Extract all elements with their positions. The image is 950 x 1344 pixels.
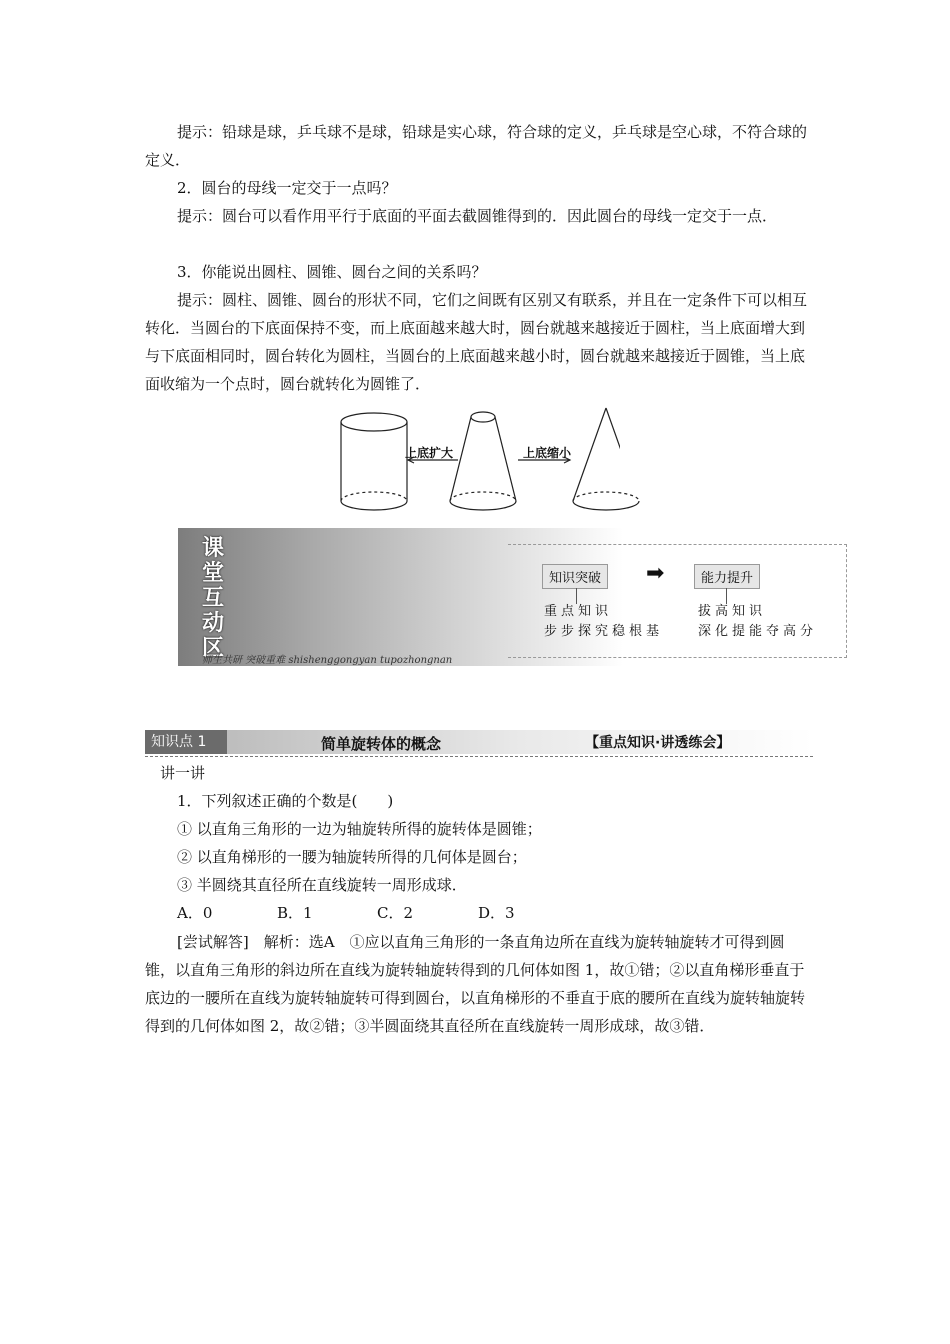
label-shrink: 上底缩小 xyxy=(523,446,572,460)
option-d: D．3 xyxy=(478,904,515,922)
hint-3: 提示：圆柱、圆锥、圆台的形状不同，它们之间既有区别又有联系，并且在一定条件下可以相互转化．当圆台的下底面保持不变，而上底面越来越大时，圆台就越来越接近于圆柱，当上底面增大到与下底面相同时，圆台转化为圆柱，当圆台的上底面越来越小时，圆台就越来越接近于圆锥，当上底面收缩为一个点时，圆台就转化为圆锥了． xyxy=(145,291,808,393)
cone-base xyxy=(570,490,650,514)
question-3: 3．你能说出圆柱、圆锥、圆台之间的关系吗？ xyxy=(177,263,487,281)
section-subtitle: 【重点知识·讲透练会】 xyxy=(585,735,731,751)
option-b: B．1 xyxy=(277,904,313,922)
banner-caption: 师生共研 突破重难 shishenggongyan tupozhongnan xyxy=(202,655,453,666)
label-expand: 上底扩大 xyxy=(405,446,454,460)
right-line-1: 拔高知识 xyxy=(698,604,767,619)
cylinder-shape xyxy=(341,413,407,510)
classroom-banner xyxy=(178,528,846,666)
statement-3: ③ 半圆绕其直径所在直线旋转一周形成球． xyxy=(177,876,467,894)
frustum-shape xyxy=(450,412,516,510)
cone-shape xyxy=(573,408,620,501)
tag-ability: 能力提升 xyxy=(694,564,760,589)
section-header xyxy=(145,728,813,756)
hint-2: 提示：圆台可以看作用平行于底面的平面去截圆锥得到的．因此圆台的母线一定交于一点． xyxy=(177,207,778,225)
hint-1: 提示：铅球是球，乒乓球不是球，铅球是实心球，符合球的定义，乒乓球是空心球，不符合球的定义． xyxy=(145,123,808,169)
option-a: A．0 xyxy=(177,904,213,922)
problem-stem: 1．下列叙述正确的个数是( ) xyxy=(177,792,394,810)
banner-title: 课堂互动区 xyxy=(202,536,225,661)
section-divider xyxy=(145,756,813,757)
statement-2: ② 以直角梯形的一腰为轴旋转所得的几何体是圆台； xyxy=(177,848,527,866)
question-2: 2．圆台的母线一定交于一点吗？ xyxy=(177,179,397,197)
tag-knowledge: 知识突破 xyxy=(542,564,608,589)
right-line-2: 深化提能夺高分 xyxy=(698,624,818,639)
option-c: C．2 xyxy=(377,904,414,922)
left-line-1: 重点知识 xyxy=(544,604,613,619)
jiang-label: 讲一讲 xyxy=(160,764,206,782)
right-arrow-icon: ➡ xyxy=(646,561,665,586)
section-title: 简单旋转体的概念 xyxy=(321,735,442,753)
statement-1: ① 以直角三角形的一边为轴旋转所得的旋转体是圆锥； xyxy=(177,820,542,838)
section-tag: 知识点 1 xyxy=(145,730,227,754)
answer-explanation: [尝试解答] 解析：选A ①应以直角三角形的一条直角边所在直线为旋转轴旋转才可得到圆锥，以直角三角形的斜边所在直线为旋转轴旋转得到的几何体如图 1，故①错；②以直角梯形垂直于底边的一腰所在直线为旋转轴旋转可得到圆台，以直角梯形的不垂直于底的腰所在直线为旋转轴旋转得到的几何体如图 2，故②错；③半圆面绕其直径所在直线旋转一周形成球，故③错． xyxy=(145,933,806,1035)
left-line-2: 步步探究稳根基 xyxy=(544,624,664,639)
